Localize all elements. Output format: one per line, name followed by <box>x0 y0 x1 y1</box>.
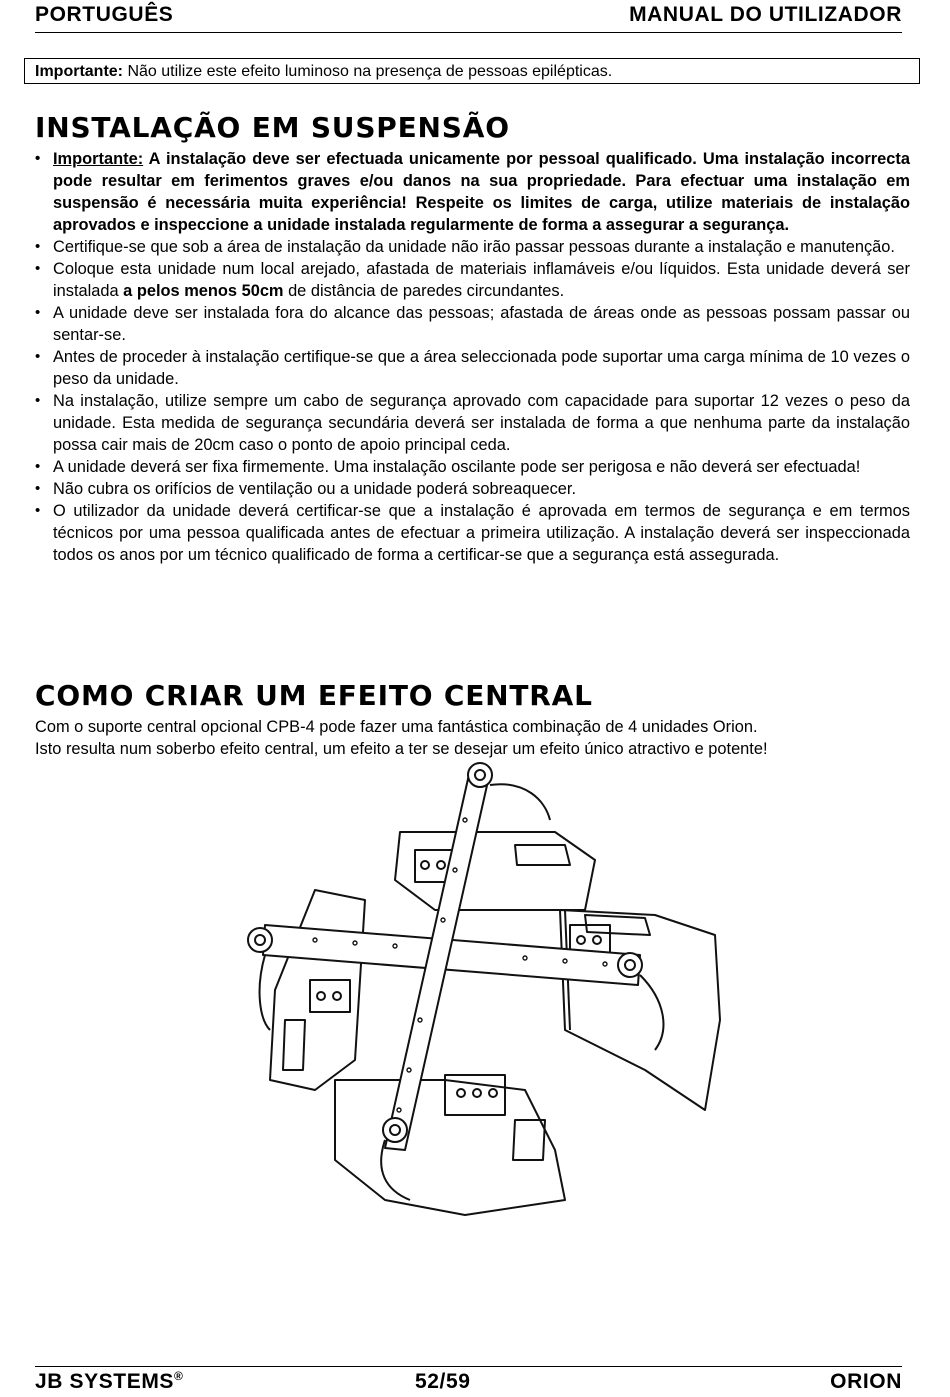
intro-line: Isto resulta num soberbo efeito central, um efeito a ter se desejar um efeito único atractivo e potente! <box>35 740 768 758</box>
bullet-text: de distância de paredes circundantes. <box>283 282 565 300</box>
header-doc-title: MANUAL DO UTILIZADOR <box>629 3 902 26</box>
bullet-item: • O utilizador da unidade deverá certificar-se que a instalação é aprovada em termos de segurança e em termos técnicos por uma pessoa qualificada antes de efectuar a primeira utilização. A instalação deverá ser inspeccionada todos os anos por um técnico qualificado de forma a certificar-se que a segurança está assegurada. <box>35 500 910 566</box>
intro-line: Com o suporte central opcional CPB-4 pode fazer uma fantástica combinação de 4 unidades Orion. <box>35 718 758 736</box>
warning-label: Importante: <box>35 63 123 80</box>
bullet-text: Coloque esta unidade num local arejado, afastada de materiais inflamáveis e/ou líquidos. Esta unidade deverá ser instalada <box>53 260 910 300</box>
bullet-item: • Antes de proceder à instalação certifique-se que a área seleccionada pode suportar uma carga mínima de 10 vezes o peso da unidade. <box>35 346 910 390</box>
header-language: PORTUGUÊS <box>35 3 174 26</box>
page-footer <box>35 1366 902 1397</box>
footer-product: ORION <box>830 1370 902 1393</box>
bullet-item: • Não cubra os orifícios de ventilação ou a unidade poderá sobreaquecer. <box>35 478 910 500</box>
warning-text: Não utilize este efeito luminoso na presença de pessoas epilépticas. <box>123 63 613 80</box>
cpb4-four-unit-illustration <box>225 760 725 1220</box>
bullet-important <box>35 148 910 236</box>
bullet-bold-text: a pelos menos 50cm <box>123 282 284 300</box>
page-header <box>35 2 902 33</box>
epilepsy-warning-box <box>24 58 920 84</box>
central-effect-intro <box>35 716 915 760</box>
footer-brand <box>35 1369 184 1395</box>
section-title-central-effect: COMO CRIAR UM EFEITO CENTRAL <box>35 679 593 712</box>
bullet-item: • Certifique-se que sob a área de instalação da unidade não irão passar pessoas durante a instalação e manutenção. <box>35 236 910 258</box>
bullet-item: • Na instalação, utilize sempre um cabo de segurança aprovado com capacidade para suportar 12 vezes o peso da unidade. Esta medida de segurança secundária deverá ser instalada de forma a que nenhuma parte da instalação possa cair mais de 20cm caso o ponto de apoio principal ceda. <box>35 390 910 456</box>
footer-page-number: 52/59 <box>415 1370 471 1393</box>
brand-name: JB SYSTEMS <box>35 1370 175 1393</box>
important-label: Importante: <box>53 150 144 168</box>
important-text: A instalação deve ser efectuada unicamente por pessoal qualificado. Uma instalação incorrecta pode resultar em ferimentos graves e/ou danos na sua propriedade. Para efectuar uma instalação em suspensão é necessária muita experiência! Respeite os limites de carga, utilize materiais de instalação aprovados e inspeccione a unidade instalada regularmente de forma a assegurar a segurança. <box>53 150 910 234</box>
bullet-item: • A unidade deve ser instalada fora do alcance das pessoas; afastada de áreas onde as pessoas possam passar ou sentar-se. <box>35 302 910 346</box>
bullet-item: • A unidade deverá ser fixa firmemente. Uma instalação oscilante pode ser perigosa e não deverá ser efectuada! <box>35 456 910 478</box>
bullet-item <box>35 258 910 302</box>
registered-mark: ® <box>174 1369 184 1383</box>
installation-bullet-list <box>35 148 910 566</box>
section-title-installation: INSTALAÇÃO EM SUSPENSÃO <box>35 111 510 144</box>
